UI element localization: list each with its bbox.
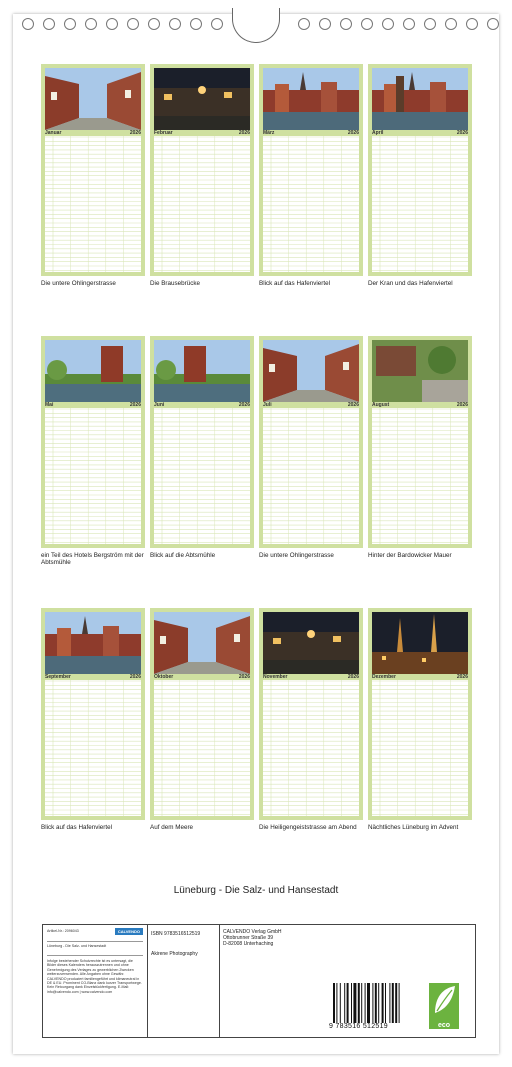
- binding-hole: [340, 18, 352, 30]
- month-year: 2026: [456, 402, 468, 408]
- month-year: 2026: [456, 130, 468, 136]
- month-card: [368, 608, 472, 820]
- binding-hole: [127, 18, 139, 30]
- day-rows: [372, 408, 468, 544]
- address-line: CALVENDO Verlag GmbH: [223, 929, 282, 935]
- article-number: Artikel-Nr.: 2096043: [47, 929, 79, 934]
- month-photo: [45, 340, 141, 402]
- month-card: [41, 336, 145, 548]
- month-name: Oktober: [154, 674, 174, 680]
- binding-hole: [64, 18, 76, 30]
- day-rows: [154, 408, 250, 544]
- month-photo: [372, 340, 468, 402]
- month-name: Mai: [45, 402, 54, 408]
- day-rows: [45, 136, 141, 272]
- hanger: [232, 8, 280, 43]
- month-card: [259, 608, 363, 820]
- footer-info-column: [43, 925, 148, 1037]
- binding-hole: [466, 18, 478, 30]
- binding-hole: [487, 18, 499, 30]
- day-rows: [45, 408, 141, 544]
- month-year: 2026: [238, 674, 250, 680]
- month-caption: Blick auf die Abtsmühle: [150, 552, 216, 559]
- month-year: 2026: [456, 674, 468, 680]
- binding-hole: [319, 18, 331, 30]
- legal-text: Infolge bestehender Schutzrechte ist es untersagt, die Bilder dieses Kalenders herauszutrennen und ohne Genehmigung des Verlages zu gewerblichen Zwecken weiterzuverwenden. Alle Angaben ohne Gewähr. CALVENDO produziert familiengeführt und klimaneutral in DE & EU. Prominent CO-Blanz dank kurzer Transportwege. Kein Retourgang dank Einzelstückfertigung. E-Mail: info@calvendo.com | www.calvendo.com: [47, 959, 142, 994]
- month-name: Januar: [45, 130, 62, 136]
- month-year: 2026: [238, 130, 250, 136]
- month-name: März: [263, 130, 275, 136]
- month-year: 2026: [347, 674, 359, 680]
- binding-hole: [43, 18, 55, 30]
- footer-panel: [42, 924, 476, 1038]
- month-card: [368, 64, 472, 276]
- day-rows: [263, 136, 359, 272]
- address-line: Ottobrunner Straße 39: [223, 935, 274, 941]
- month-photo: [263, 340, 359, 402]
- month-photo: [263, 612, 359, 674]
- address-line: D-82008 Unterhaching: [223, 941, 274, 947]
- month-card: [41, 64, 145, 276]
- month-year: 2026: [347, 130, 359, 136]
- day-rows: [263, 408, 359, 544]
- month-photo: [154, 68, 250, 130]
- month-name: September: [45, 674, 71, 680]
- month-photo: [263, 68, 359, 130]
- barcode: [331, 983, 421, 1023]
- eco-label: eco: [437, 1022, 451, 1029]
- month-photo: [154, 612, 250, 674]
- month-name: Dezember: [372, 674, 396, 680]
- month-photo: [372, 68, 468, 130]
- footer-address-column: [219, 925, 475, 1037]
- binding-hole: [445, 18, 457, 30]
- month-card: [259, 336, 363, 548]
- binding-hole: [148, 18, 160, 30]
- eco-badge: [429, 983, 459, 1029]
- month-name: Juni: [154, 402, 165, 408]
- month-caption: Nächtliches Lüneburg im Advent: [368, 824, 459, 831]
- binding-hole: [424, 18, 436, 30]
- binding-hole: [382, 18, 394, 30]
- binding-hole: [190, 18, 202, 30]
- month-caption: Die untere Ohlingerstrasse: [41, 280, 116, 287]
- month-year: 2026: [129, 402, 141, 408]
- month-photo: [45, 68, 141, 130]
- day-rows: [154, 680, 250, 816]
- isbn: ISBN 9783516512519: [151, 931, 201, 937]
- month-year: 2026: [129, 130, 141, 136]
- day-rows: [263, 680, 359, 816]
- month-caption: Die Heiligengeiststrasse am Abend: [259, 824, 357, 831]
- month-year: 2026: [129, 674, 141, 680]
- month-caption: Blick auf das Hafenviertel: [259, 280, 331, 287]
- month-year: 2026: [347, 402, 359, 408]
- binding-hole: [361, 18, 373, 30]
- binding-hole: [298, 18, 310, 30]
- month-caption: Auf dem Meere: [150, 824, 194, 831]
- month-card: [368, 336, 472, 548]
- month-caption: Hinter der Bardowicker Mauer: [368, 552, 452, 559]
- photographer: Akirene Photography: [151, 951, 198, 957]
- binding-hole: [403, 18, 415, 30]
- month-card: [41, 608, 145, 820]
- footer-isbn-column: [147, 925, 220, 1037]
- binding-hole: [106, 18, 118, 30]
- binding-hole: [85, 18, 97, 30]
- month-name: August: [372, 402, 390, 408]
- month-caption: Blick auf das Hafenviertel: [41, 824, 113, 831]
- binding-hole: [169, 18, 181, 30]
- month-caption: Der Kran und das Hafenviertel: [368, 280, 453, 287]
- binding-hole: [22, 18, 34, 30]
- month-card: [150, 336, 254, 548]
- calvendo-logo: CALVENDO: [115, 928, 143, 935]
- month-name: April: [372, 130, 384, 136]
- barcode-number: 9 783516 512519: [329, 1023, 388, 1030]
- day-rows: [154, 136, 250, 272]
- month-caption: Die Brausebrücke: [150, 280, 201, 287]
- binding-holes: [0, 14, 512, 38]
- month-name: November: [263, 674, 288, 680]
- month-card: [150, 64, 254, 276]
- calendar-title: Lüneburg - Die Salz- und Hansestadt: [173, 885, 339, 896]
- month-year: 2026: [238, 402, 250, 408]
- month-card: [150, 608, 254, 820]
- month-caption: Die untere Ohlingerstrasse: [259, 552, 334, 559]
- month-name: Juli: [263, 402, 272, 408]
- day-rows: [45, 680, 141, 816]
- day-rows: [372, 136, 468, 272]
- month-caption: ein Teil des Hotels Bergström mit der Abtsmühle: [41, 552, 144, 566]
- product-name: Lüneburg - Die Salz- und Hansestadt: [47, 944, 107, 948]
- month-photo: [372, 612, 468, 674]
- day-rows: [372, 680, 468, 816]
- month-name: Februar: [154, 130, 173, 136]
- month-photo: [45, 612, 141, 674]
- month-photo: [154, 340, 250, 402]
- leaf-icon: [429, 983, 459, 1017]
- binding-hole: [211, 18, 223, 30]
- month-card: [259, 64, 363, 276]
